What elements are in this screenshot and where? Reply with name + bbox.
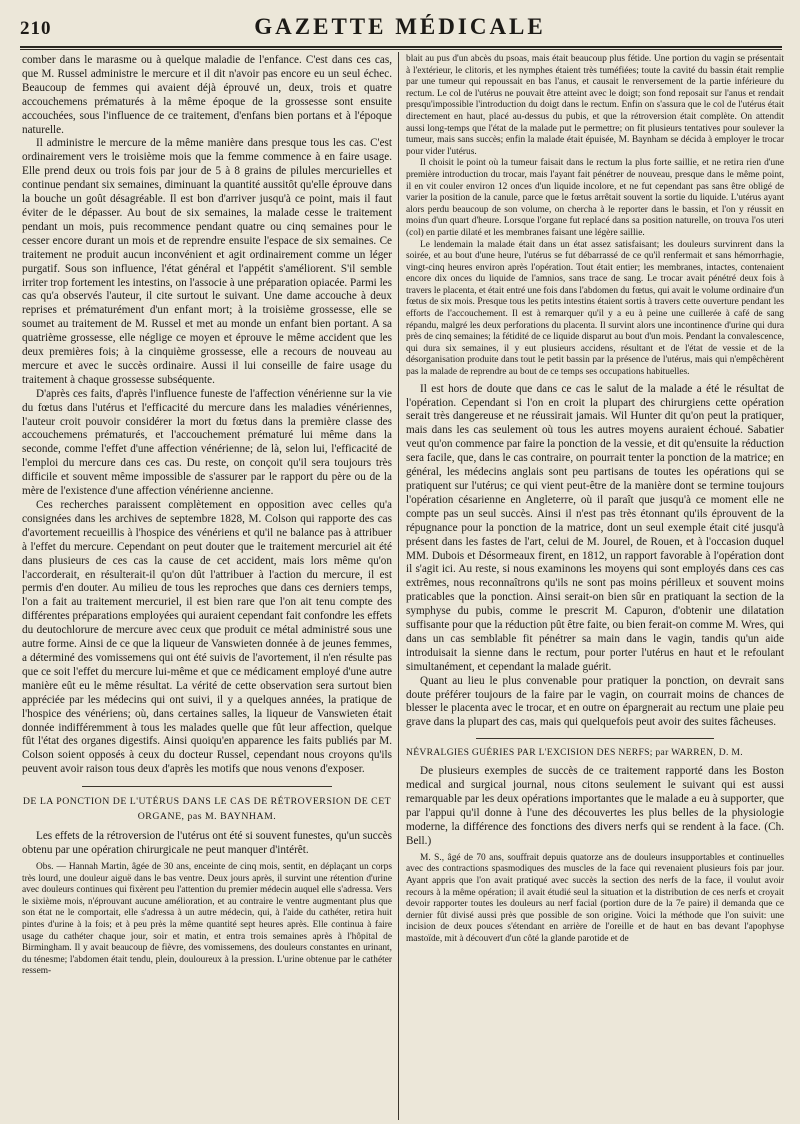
section-separator [476,738,714,739]
paragraph: Quant au lieu le plus convenable pour pratiquer la ponction, on devrait sans doute préférer toujours de la faire par le vagin, on courrait moins de chances de blesser le placenta avec le trocar, et en outre on épargnerait au rectum une plaie peu grave dans la plupart des cas, mais qui quelquefois peut avoir des suites fâcheuses. [406,674,784,729]
column-divider [398,52,399,1120]
observation-paragraph: Obs. — Hannah Martin, âgée de 30 ans, enceinte de cinq mois, sentit, en déplaçant un corps très lourd, une douleur aiguë dans le bas ventre. Deux jours après, il survint une rétention d'urine avec douleurs continues qui fixèrent peu l'attention du premier médecin auquel elle s'adressa. Vers le sixième mois, n'éprouvant aucune amélioration, et au contraire le ventre augmentant plus que son état ne le comportait, elle s'adressa à un autre médecin, qui, à l'aide du cathéter, retira huit pintes d'urine à la fois; et à peu près la même quantité sept heures après. Elle continua à faire usage du cathéter chaque jour, soir et matin, et entra trois semaines après à l'hôpital de Birmingham. Il y avait beaucoup de fièvre, des vomissemens, des douleurs constantes en urinant, du ténesme; l'abdomen était tendu, plein, douloureux à la pression. L'urine obtenue par le cathéter ressem- [22,861,392,977]
page-number: 210 [20,18,52,39]
observation-paragraph: Le lendemain la malade était dans un état assez satisfaisant; les douleurs survinrent dans la soirée, et au bout d'une heure, l'utérus se fut débarrassé de ce qu'il renfermait et sans hémorrhagie, vingt-cinq heures environ après l'opération. Tout était entier; les membranes, intactes, contenaient encore dix onces du liquide de l'amnios, sans trace de sang. Le trocar avait pénétré deux fois à travers le placenta, et était entré une fois dans l'abdomen du fœtus, qui avait le volume ordinaire d'un fœtus de six mois. Presque tous les petits intestins étaient sortis à travers cette ouverture pendant les efforts de l'accouchement. Il est à remarquer qu'il y a eu à peine une cuillerée à café de sang répandu, malgré les deux perforations du placenta. Il survint alors une incontinence d'urine qui dura près de cinq semaines; la fétidité de ce liquide disparut au bout d'un mois. Pendant la convalescence, qui dura six semaines, il y eut plusieurs accidens, résultant et de l'état de vessie et de la désorganisation produite dans tout le petit bassin par la présence de l'utérus, mais qui n'empêchèrent pas la malade de reprendre au bout de ce temps ses occupations habituelles. [406,239,784,378]
paragraph: comber dans le marasme ou à quelque maladie de l'enfance. C'est dans ces cas, que M. Russel administre le mercure et il dit n'avoir pas encore eu un seul échec. Beaucoup de femmes qui avaient déjà éprouvé un, deux, trois et quatre accouchemens prématurés à la même époque de la grossesse sont ensuite accouchées, sous l'influence de ce traitement, d'enfans bien portans et à l'époque naturelle. [22,54,392,136]
article-heading: NÉVRALGIES GUÉRIES PAR L'EXCISION DES NERFS; par WARREN, D. M. [406,747,743,759]
masthead-title: GAZETTE MÉDICALE [254,14,546,39]
right-column [406,54,784,1120]
paragraph: Les effets de la rétroversion de l'utérus ont été si souvent funestes, qu'un succès obtenu par une opération chirurgicale ne peut manquer d'intérêt. [22,830,392,857]
paragraph: D'après ces faits, d'après l'influence funeste de l'affection vénérienne sur la vie du fœtus dans l'utérus et l'efficacité du mercure dans les maladies vénériennes, l'auteur croit pouvoir considérer la mort du fœtus dans la première classe des accouchemens prématurés, et l'accouchement prématuré lui même dans la seconde, comme l'effet d'une affection vénérienne; de là, selon lui, l'efficacité de l'emploi du mercure dans ces cas. Du reste, on conçoit qu'il sera toujours très difficile et souvent même impossible de s'assurer par le rapport du père ou de la mère de l'existence d'une affection vénérienne ancienne. [22,387,392,498]
observation-paragraph: blait au pus d'un abcès du psoas, mais était beaucoup plus fétide. Une portion du vagin se présentait à l'extérieur, le clitoris, et les nymphes étaient très tuméfiées; toute la cavité du bassin était remplie par une tumeur qui repoussait en bas l'anus, et causait le renversement de la partie inférieure du rectum. Le col de l'utérus ne pouvait être atteint avec le doigt; son fond reposait sur l'anus et rendait presqu'impossible l'introduction du doigt dans le rectum. Enfin on s'assura que le col de l'utérus était directement en haut, placé au-dessus du pubis, et que la rétroversion était complète. On attendit aussi long-temps que l'état de la malade put le permettre; on fit plusieurs tentatives pour soulever la tumeur, mais sans succès; enfin la malade était épuisée, M. Baynham se décida à employer le trocar pour vider l'utérus. [406,54,784,157]
paragraph: Il administre le mercure de la même manière dans presque tous les cas. C'est ordinairement vers le troisième mois que la femme commence à en faire usage. Elle prend deux ou trois fois par jour de 5 à 8 grains de pilules mercurielles et continue pendant six semaines, diminuant la quantité aussitôt qu'elle éprouve dans la bouche un goût désagréable. Il est bon d'arriver jusqu'à ce point, mais il faut éviter de le dépasser. Au bout de six semaines, la malade cesse le traitement pendant un mois, puis recommence pendant quatre ou cinq semaines pour le cesser encore durant un mois et de reprendre ensuite l'espace de six semaines. Ce traitement ne produit aucun inconvénient et agit ordinairement comme un léger purgatif. Sous son influence, l'état général et l'appétit s'améliorent. S'il semble irriter trop fortement les intestins, on l'associe à une préparation opiacée. Parmi les cas qu'a observés l'auteur, il cite surtout le suivant. Une dame accouche à deux reprises et prématurément d'un enfant mort; à la troisième grossesse, elle se soumet au traitement de M. Russel et met au monde un enfant bien portant. A sa quatrième grossesse, elle néglige ce moyen et éprouve le même accident que les deux premières fois; à la cinquième grossesse, elle a recours de nouveau au mercure et avec le succès ordinaire. Aussi il lui conseille de faire usage du traitement à chaque grossesse subséquente. [22,137,392,386]
observation-paragraph: Il choisit le point où la tumeur faisait dans le rectum la plus forte saillie, et ne retira rien d'une première introduction du trocar, mais l'ayant fait pénétrer de nouveau, presque dans le même point, il en vit couler environ 12 onces d'un liquide incolore, et ne fut cependant pas sans être obligé de varier la position de la canule, parce que le fœtus arrêtait souvent la sortie du liquide. L'utérus ayant alors perdu beaucoup de son volume, on chercha à le reporter dans le bassin, et l'on y réussit en moins d'un quart d'heure. Lorsque l'organe fut replacé dans sa position naturelle, on trouva l'os uteri (col) en partie dilaté et les membranes faisant une légère saillie. [406,158,784,238]
paragraph: Il est hors de doute que dans ce cas le salut de la malade a été le résultat de l'opération. Cependant si l'on en croit la plupart des chirurgiens cette opération serait très dangereuse et ne réussirait jamais. Wil Hunter dit qu'on peut la pratiquer, mais dans les cas seulement où tous les autres moyens auraient échoué. Sabatier veut qu'on commence par faire la ponction de la vessie, et dit qu'ensuite la réduction sera facile, que, dans le cas contraire, on pourrait tenter la ponction de la matrice; en général, les médecins anglais sont peu partisans de toutes les opérations qui se pratiquent sur l'utérus; ce qui vient peut-être de la manière dont se termine toujours l'opération césarienne en Angleterre, où il paraît que jusqu'à ce moment elle ne compte pas un seul succès. Ainsi il n'est pas très étonnant qu'ils éprouvent de la répugnance pour la ponction de la matrice, dont un seul exemple était cité jusqu'à présent dans les fastes de l'art, celui de M. Jourel, de Rouen, et à l'occasion duquel MM. Dubois et Désormeaux firent, en 1812, un rapport favorable à l'opération dont il s'agit ici. Au reste, si nous examinons les moyens qui sont employés dans ces cas extrêmes, nous reconnaîtrons qu'ils ne sont pas moins périlleux et souvent moins praticables que la ponction. Ainsi serait-on bien sûr en pratiquant la section de la symphyse du pubis, comme le prescrit M. Capuron, d'obtenir une dilatation suffisante pour que la réduction pût être faite, ou bien ferait-on comme M. Wres, qui dans un cas semblable fit pénétrer sa main dans le vagin, tandis qu'un aide introduisait la sienne dans le rectum, pour porter l'utérus en haut et le refoulant simultanément, et cependant la malade guérit. [406,382,784,673]
left-column [22,54,392,1120]
observation-paragraph: M. S., âgé de 70 ans, souffrait depuis quatorze ans de douleurs insupportables et continuelles avec des contractions spasmodiques des muscles de la face qui revenaient plusieurs fois par jour. Ayant appris que l'on avait pratiqué avec succès la section des nerfs de la face, il voulut avoir recours à la même opération; il avait étudié seul la situation et la distribution de ces nerfs et croyait devoir rapporter toutes les douleurs au nerf facial (portion dure de la 7e paire) il demanda que ce dernier fût divisé aussi près que possible de son origine. Voici la méthode que l'on suivit: une incision de deux pouces s'étendant en arrière de l'oreille et de haut en bas devant l'apophyse mastoïde, mit à découvert d'un côté la glande parotide et de [406,852,784,944]
paragraph: De plusieurs exemples de succès de ce traitement rapporté dans les Boston medical and surgical journal, nous citons seulement le suivant qui est aussi remarquable par les deux opérations importantes que le malade a eu à supporter, que par l'appui qu'il donne à l'une des découvertes les plus belles de la physiologie moderne, la différence des fonctions des divers nerfs qui se rendent à la face. (Ch. Bell.) [406,765,784,847]
section-separator [82,786,332,787]
header-rule [20,46,782,50]
paragraph: Ces recherches paraissent complètement en opposition avec celles qu'a consignées dans les archives de septembre 1828, M. Colson qui rapporte des cas d'avortement recueillis à l'hospice des vénériens et qu'il ne balance pas à attribuer à l'effet du mercure. Cependant on peut douter que le traitement mercuriel ait été dans plusieurs de ces cas la cause de cet accident, mais lors même qu'on l'accorderait, en résulterait-il qu'on dût l'attribuer à l'action du mercure, il est permis d'en douter. Au milieu de tous les reproches que dans ces derniers temps, l'on a fait au traitement mercuriel, il est bien rare que l'on ait tenu compte des différentes préparations employées qui auraient cependant fait confondre les effets du deutochlorure de mercure avec ceux que produit ce métal administré sous une autre forme. Ainsi de ce que la liqueur de Vanswieten donnée à de jeunes femmes, a déterminé des vomissemens qui ont été suivis de l'avortement, il n'en résulte pas que ce soit l'effet du mercure lui-même et que ce médicament employé d'une autre manière eût eu le même résultat. La vérité de cette observation sera surtout bien appréciée par les médecins qui ont suivi, il y a quelques années, la pratique de l'hospice des vénériens; où, dans certaines salles, la liqueur de Vanswieten était donnée indifféremment à tous les malades quelle que fût leur affection, quelque fût l'état des organes digestifs. Ainsi quoiqu'en apparence les faits publiés par M. Colson soient opposés à ceux du docteur Russel, cependant nous croyons qu'ils peuvent avoir raison tous deux d'après les motifs que nous venons d'exposer. [22,499,392,776]
article-heading: DE LA PONCTION DE L'UTÉRUS DANS LE CAS DE RÉTROVERSION DE CET ORGANE, pas M. BAYNHAM. [22,796,392,823]
